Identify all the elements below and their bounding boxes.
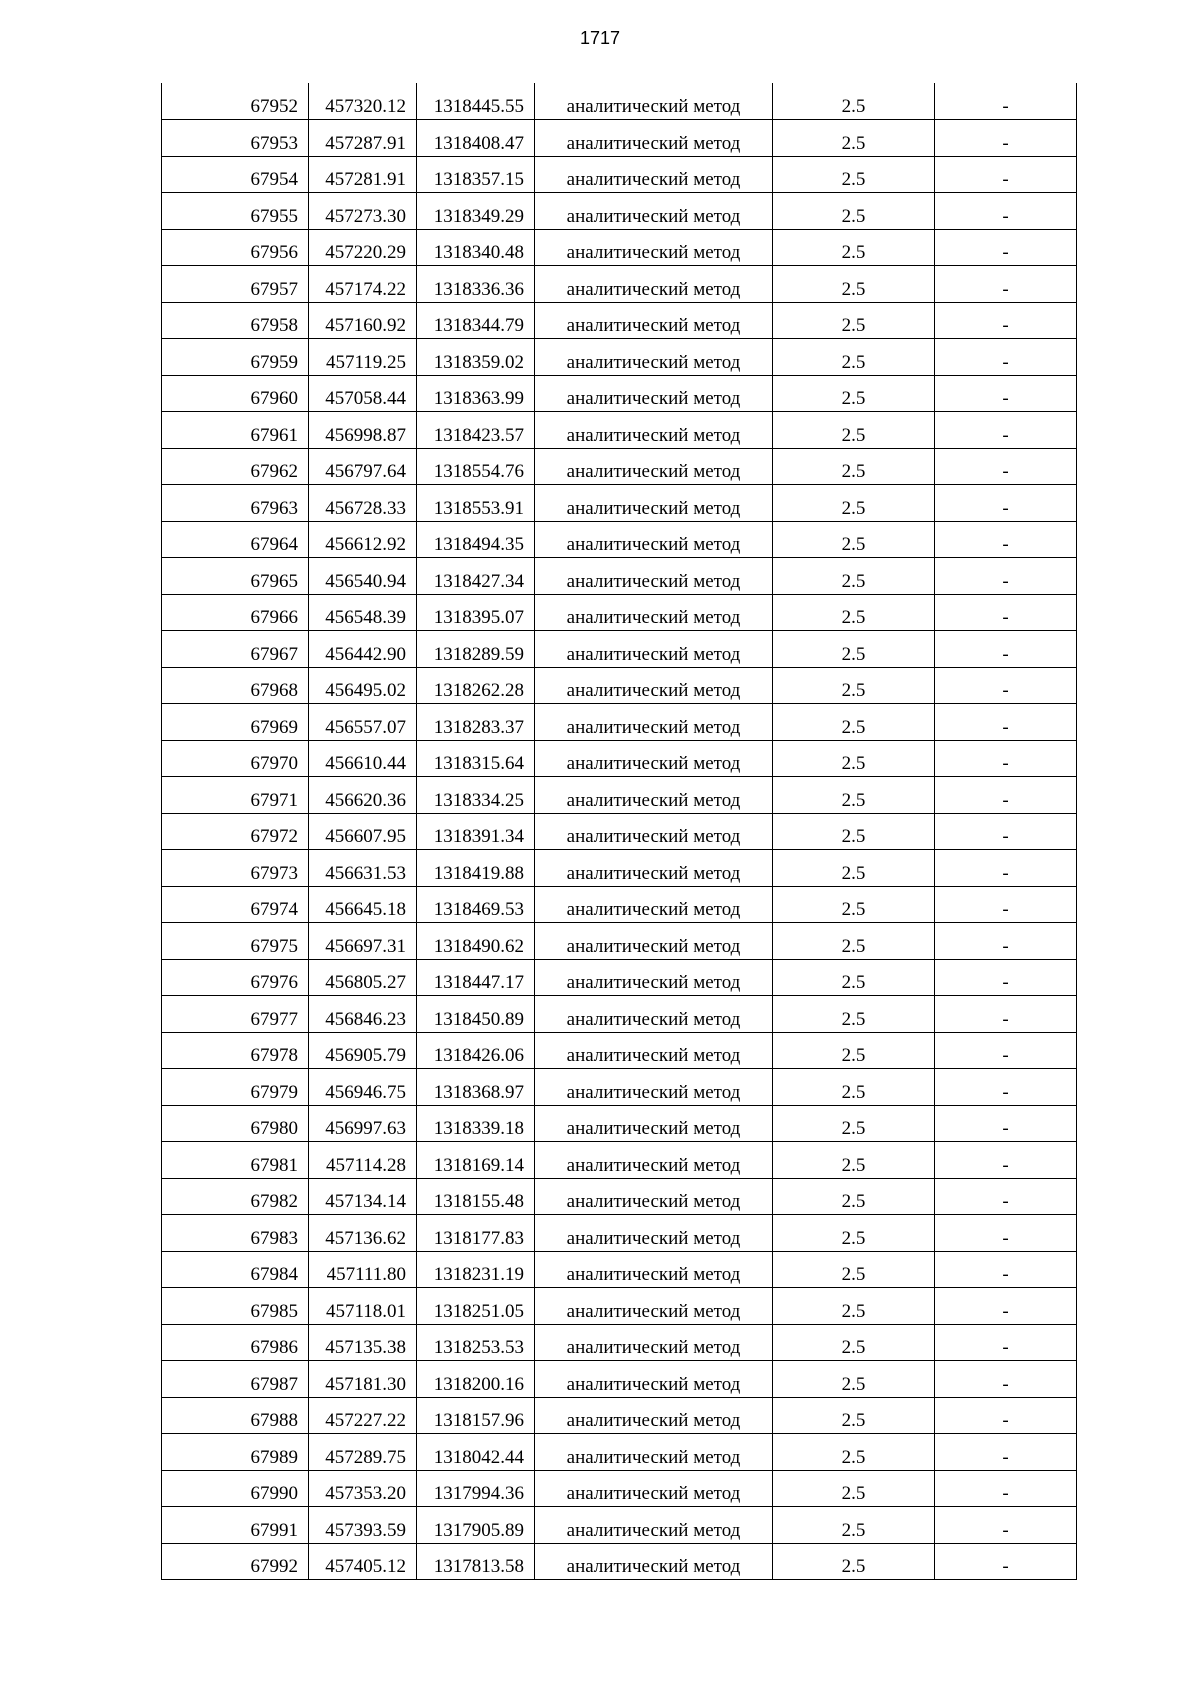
x-coordinate-cell: 457114.28 — [309, 1142, 417, 1179]
point-number-cell: 67979 — [162, 1069, 309, 1106]
table-row — [162, 886, 1077, 923]
table-row — [162, 594, 1077, 631]
accuracy-cell: 2.5 — [773, 339, 935, 376]
table-row — [162, 1434, 1077, 1471]
y-coordinate-cell: 1318368.97 — [417, 1069, 535, 1106]
method-cell: аналитический метод — [535, 959, 773, 996]
x-coordinate-cell: 457181.30 — [309, 1361, 417, 1398]
table-row — [162, 959, 1077, 996]
table-row — [162, 850, 1077, 887]
method-cell: аналитический метод — [535, 1288, 773, 1325]
point-number-cell: 67957 — [162, 266, 309, 303]
method-cell: аналитический метод — [535, 1434, 773, 1471]
table-row — [162, 704, 1077, 741]
method-cell: аналитический метод — [535, 704, 773, 741]
method-cell: аналитический метод — [535, 1397, 773, 1434]
point-number-cell: 67982 — [162, 1178, 309, 1215]
point-number-cell: 67962 — [162, 448, 309, 485]
note-cell: - — [935, 1324, 1077, 1361]
method-cell: аналитический метод — [535, 996, 773, 1033]
note-cell: - — [935, 1507, 1077, 1544]
x-coordinate-cell: 457058.44 — [309, 375, 417, 412]
x-coordinate-cell: 456645.18 — [309, 886, 417, 923]
accuracy-cell: 2.5 — [773, 1069, 935, 1106]
x-coordinate-cell: 457353.20 — [309, 1470, 417, 1507]
method-cell: аналитический метод — [535, 631, 773, 668]
table-row — [162, 302, 1077, 339]
accuracy-cell: 2.5 — [773, 1251, 935, 1288]
table-row — [162, 1324, 1077, 1361]
x-coordinate-cell: 457273.30 — [309, 193, 417, 230]
point-number-cell: 67961 — [162, 412, 309, 449]
method-cell: аналитический метод — [535, 777, 773, 814]
accuracy-cell: 2.5 — [773, 704, 935, 741]
x-coordinate-cell: 456540.94 — [309, 558, 417, 595]
method-cell: аналитический метод — [535, 1324, 773, 1361]
note-cell: - — [935, 229, 1077, 266]
y-coordinate-cell: 1318177.83 — [417, 1215, 535, 1252]
x-coordinate-cell: 456631.53 — [309, 850, 417, 887]
method-cell: аналитический метод — [535, 83, 773, 120]
table-row — [162, 375, 1077, 412]
method-cell: аналитический метод — [535, 302, 773, 339]
point-number-cell: 67972 — [162, 813, 309, 850]
accuracy-cell: 2.5 — [773, 375, 935, 412]
table-row — [162, 813, 1077, 850]
note-cell: - — [935, 1397, 1077, 1434]
table-row — [162, 1288, 1077, 1325]
y-coordinate-cell: 1318340.48 — [417, 229, 535, 266]
y-coordinate-cell: 1318408.47 — [417, 120, 535, 157]
method-cell: аналитический метод — [535, 1215, 773, 1252]
point-number-cell: 67977 — [162, 996, 309, 1033]
note-cell: - — [935, 339, 1077, 376]
accuracy-cell: 2.5 — [773, 1142, 935, 1179]
note-cell: - — [935, 1178, 1077, 1215]
point-number-cell: 67988 — [162, 1397, 309, 1434]
x-coordinate-cell: 457287.91 — [309, 120, 417, 157]
point-number-cell: 67952 — [162, 83, 309, 120]
x-coordinate-cell: 456620.36 — [309, 777, 417, 814]
table-row — [162, 193, 1077, 230]
accuracy-cell: 2.5 — [773, 485, 935, 522]
point-number-cell: 67955 — [162, 193, 309, 230]
x-coordinate-cell: 456997.63 — [309, 1105, 417, 1142]
note-cell: - — [935, 704, 1077, 741]
table-row — [162, 156, 1077, 193]
y-coordinate-cell: 1318344.79 — [417, 302, 535, 339]
table-row — [162, 996, 1077, 1033]
table-row — [162, 1215, 1077, 1252]
table-row — [162, 1142, 1077, 1179]
accuracy-cell: 2.5 — [773, 1324, 935, 1361]
note-cell: - — [935, 1361, 1077, 1398]
table-row — [162, 83, 1077, 120]
table-row — [162, 740, 1077, 777]
note-cell: - — [935, 667, 1077, 704]
y-coordinate-cell: 1318251.05 — [417, 1288, 535, 1325]
note-cell: - — [935, 302, 1077, 339]
note-cell: - — [935, 558, 1077, 595]
x-coordinate-cell: 456548.39 — [309, 594, 417, 631]
accuracy-cell: 2.5 — [773, 667, 935, 704]
point-number-cell: 67990 — [162, 1470, 309, 1507]
table-row — [162, 1361, 1077, 1398]
table-row — [162, 558, 1077, 595]
method-cell: аналитический метод — [535, 850, 773, 887]
method-cell: аналитический метод — [535, 813, 773, 850]
accuracy-cell: 2.5 — [773, 959, 935, 996]
table-row — [162, 1543, 1077, 1580]
note-cell: - — [935, 412, 1077, 449]
note-cell: - — [935, 813, 1077, 850]
x-coordinate-cell: 457289.75 — [309, 1434, 417, 1471]
y-coordinate-cell: 1318262.28 — [417, 667, 535, 704]
y-coordinate-cell: 1318157.96 — [417, 1397, 535, 1434]
method-cell: аналитический метод — [535, 1543, 773, 1580]
accuracy-cell: 2.5 — [773, 1288, 935, 1325]
accuracy-cell: 2.5 — [773, 229, 935, 266]
point-number-cell: 67964 — [162, 521, 309, 558]
y-coordinate-cell: 1318357.15 — [417, 156, 535, 193]
x-coordinate-cell: 456495.02 — [309, 667, 417, 704]
x-coordinate-cell: 457111.80 — [309, 1251, 417, 1288]
accuracy-cell: 2.5 — [773, 266, 935, 303]
point-number-cell: 67963 — [162, 485, 309, 522]
table-row — [162, 631, 1077, 668]
method-cell: аналитический метод — [535, 266, 773, 303]
y-coordinate-cell: 1318391.34 — [417, 813, 535, 850]
method-cell: аналитический метод — [535, 1105, 773, 1142]
y-coordinate-cell: 1318427.34 — [417, 558, 535, 595]
x-coordinate-cell: 457118.01 — [309, 1288, 417, 1325]
x-coordinate-cell: 457405.12 — [309, 1543, 417, 1580]
y-coordinate-cell: 1318450.89 — [417, 996, 535, 1033]
x-coordinate-cell: 456557.07 — [309, 704, 417, 741]
accuracy-cell: 2.5 — [773, 156, 935, 193]
y-coordinate-cell: 1318395.07 — [417, 594, 535, 631]
method-cell: аналитический метод — [535, 339, 773, 376]
point-number-cell: 67974 — [162, 886, 309, 923]
page-number: 1717 — [579, 28, 621, 48]
note-cell: - — [935, 1470, 1077, 1507]
point-number-cell: 67960 — [162, 375, 309, 412]
accuracy-cell: 2.5 — [773, 1543, 935, 1580]
point-number-cell: 67953 — [162, 120, 309, 157]
x-coordinate-cell: 457119.25 — [309, 339, 417, 376]
y-coordinate-cell: 1318283.37 — [417, 704, 535, 741]
method-cell: аналитический метод — [535, 740, 773, 777]
note-cell: - — [935, 485, 1077, 522]
method-cell: аналитический метод — [535, 448, 773, 485]
accuracy-cell: 2.5 — [773, 1105, 935, 1142]
point-number-cell: 67965 — [162, 558, 309, 595]
note-cell: - — [935, 120, 1077, 157]
point-number-cell: 67975 — [162, 923, 309, 960]
y-coordinate-cell: 1318490.62 — [417, 923, 535, 960]
point-number-cell: 67956 — [162, 229, 309, 266]
note-cell: - — [935, 266, 1077, 303]
x-coordinate-cell: 456607.95 — [309, 813, 417, 850]
accuracy-cell: 2.5 — [773, 886, 935, 923]
point-number-cell: 67968 — [162, 667, 309, 704]
coordinates-table — [161, 83, 1077, 1580]
y-coordinate-cell: 1317905.89 — [417, 1507, 535, 1544]
note-cell: - — [935, 886, 1077, 923]
note-cell: - — [935, 521, 1077, 558]
coordinates-table-body — [162, 83, 1077, 1580]
note-cell: - — [935, 1251, 1077, 1288]
y-coordinate-cell: 1318469.53 — [417, 886, 535, 923]
accuracy-cell: 2.5 — [773, 850, 935, 887]
accuracy-cell: 2.5 — [773, 558, 935, 595]
point-number-cell: 67971 — [162, 777, 309, 814]
method-cell: аналитический метод — [535, 156, 773, 193]
point-number-cell: 67987 — [162, 1361, 309, 1398]
accuracy-cell: 2.5 — [773, 120, 935, 157]
x-coordinate-cell: 457281.91 — [309, 156, 417, 193]
method-cell: аналитический метод — [535, 193, 773, 230]
note-cell: - — [935, 959, 1077, 996]
table-row — [162, 1069, 1077, 1106]
point-number-cell: 67954 — [162, 156, 309, 193]
note-cell: - — [935, 1142, 1077, 1179]
method-cell: аналитический метод — [535, 521, 773, 558]
table-row — [162, 1032, 1077, 1069]
y-coordinate-cell: 1318445.55 — [417, 83, 535, 120]
y-coordinate-cell: 1318553.91 — [417, 485, 535, 522]
y-coordinate-cell: 1318155.48 — [417, 1178, 535, 1215]
table-row — [162, 1470, 1077, 1507]
method-cell: аналитический метод — [535, 558, 773, 595]
x-coordinate-cell: 457135.38 — [309, 1324, 417, 1361]
accuracy-cell: 2.5 — [773, 521, 935, 558]
accuracy-cell: 2.5 — [773, 1434, 935, 1471]
y-coordinate-cell: 1318253.53 — [417, 1324, 535, 1361]
x-coordinate-cell: 456612.92 — [309, 521, 417, 558]
accuracy-cell: 2.5 — [773, 1361, 935, 1398]
method-cell: аналитический метод — [535, 229, 773, 266]
note-cell: - — [935, 1105, 1077, 1142]
y-coordinate-cell: 1318334.25 — [417, 777, 535, 814]
note-cell: - — [935, 740, 1077, 777]
point-number-cell: 67966 — [162, 594, 309, 631]
table-row — [162, 521, 1077, 558]
method-cell: аналитический метод — [535, 1069, 773, 1106]
x-coordinate-cell: 457220.29 — [309, 229, 417, 266]
point-number-cell: 67984 — [162, 1251, 309, 1288]
note-cell: - — [935, 1069, 1077, 1106]
table-row — [162, 1105, 1077, 1142]
x-coordinate-cell: 456946.75 — [309, 1069, 417, 1106]
method-cell: аналитический метод — [535, 1251, 773, 1288]
accuracy-cell: 2.5 — [773, 1470, 935, 1507]
table-row — [162, 923, 1077, 960]
accuracy-cell: 2.5 — [773, 1032, 935, 1069]
note-cell: - — [935, 1288, 1077, 1325]
x-coordinate-cell: 457174.22 — [309, 266, 417, 303]
point-number-cell: 67985 — [162, 1288, 309, 1325]
point-number-cell: 67981 — [162, 1142, 309, 1179]
method-cell: аналитический метод — [535, 1507, 773, 1544]
note-cell: - — [935, 1215, 1077, 1252]
y-coordinate-cell: 1318231.19 — [417, 1251, 535, 1288]
note-cell: - — [935, 850, 1077, 887]
y-coordinate-cell: 1317994.36 — [417, 1470, 535, 1507]
accuracy-cell: 2.5 — [773, 1507, 935, 1544]
point-number-cell: 67983 — [162, 1215, 309, 1252]
accuracy-cell: 2.5 — [773, 740, 935, 777]
table-row — [162, 777, 1077, 814]
table-row — [162, 448, 1077, 485]
accuracy-cell: 2.5 — [773, 1178, 935, 1215]
point-number-cell: 67978 — [162, 1032, 309, 1069]
accuracy-cell: 2.5 — [773, 923, 935, 960]
method-cell: аналитический метод — [535, 412, 773, 449]
y-coordinate-cell: 1318419.88 — [417, 850, 535, 887]
table-row — [162, 667, 1077, 704]
x-coordinate-cell: 456442.90 — [309, 631, 417, 668]
method-cell: аналитический метод — [535, 485, 773, 522]
note-cell: - — [935, 923, 1077, 960]
accuracy-cell: 2.5 — [773, 302, 935, 339]
table-row — [162, 1251, 1077, 1288]
x-coordinate-cell: 456797.64 — [309, 448, 417, 485]
accuracy-cell: 2.5 — [773, 1397, 935, 1434]
point-number-cell: 67992 — [162, 1543, 309, 1580]
accuracy-cell: 2.5 — [773, 996, 935, 1033]
table-row — [162, 229, 1077, 266]
table-row — [162, 1397, 1077, 1434]
x-coordinate-cell: 457320.12 — [309, 83, 417, 120]
y-coordinate-cell: 1318554.76 — [417, 448, 535, 485]
x-coordinate-cell: 456805.27 — [309, 959, 417, 996]
x-coordinate-cell: 457160.92 — [309, 302, 417, 339]
method-cell: аналитический метод — [535, 1178, 773, 1215]
y-coordinate-cell: 1318042.44 — [417, 1434, 535, 1471]
table-row — [162, 1178, 1077, 1215]
accuracy-cell: 2.5 — [773, 1215, 935, 1252]
x-coordinate-cell: 456846.23 — [309, 996, 417, 1033]
point-number-cell: 67989 — [162, 1434, 309, 1471]
method-cell: аналитический метод — [535, 1142, 773, 1179]
x-coordinate-cell: 457227.22 — [309, 1397, 417, 1434]
accuracy-cell: 2.5 — [773, 777, 935, 814]
method-cell: аналитический метод — [535, 1361, 773, 1398]
x-coordinate-cell: 456610.44 — [309, 740, 417, 777]
y-coordinate-cell: 1318339.18 — [417, 1105, 535, 1142]
note-cell: - — [935, 1543, 1077, 1580]
y-coordinate-cell: 1318363.99 — [417, 375, 535, 412]
y-coordinate-cell: 1318336.36 — [417, 266, 535, 303]
note-cell: - — [935, 193, 1077, 230]
accuracy-cell: 2.5 — [773, 412, 935, 449]
y-coordinate-cell: 1318315.64 — [417, 740, 535, 777]
table-row — [162, 412, 1077, 449]
x-coordinate-cell: 456697.31 — [309, 923, 417, 960]
accuracy-cell: 2.5 — [773, 631, 935, 668]
note-cell: - — [935, 156, 1077, 193]
method-cell: аналитический метод — [535, 886, 773, 923]
y-coordinate-cell: 1318200.16 — [417, 1361, 535, 1398]
note-cell: - — [935, 1032, 1077, 1069]
method-cell: аналитический метод — [535, 1470, 773, 1507]
note-cell: - — [935, 594, 1077, 631]
method-cell: аналитический метод — [535, 120, 773, 157]
table-row — [162, 485, 1077, 522]
table-row — [162, 120, 1077, 157]
method-cell: аналитический метод — [535, 667, 773, 704]
note-cell: - — [935, 448, 1077, 485]
x-coordinate-cell: 456905.79 — [309, 1032, 417, 1069]
accuracy-cell: 2.5 — [773, 813, 935, 850]
y-coordinate-cell: 1317813.58 — [417, 1543, 535, 1580]
point-number-cell: 67986 — [162, 1324, 309, 1361]
x-coordinate-cell: 456998.87 — [309, 412, 417, 449]
method-cell: аналитический метод — [535, 375, 773, 412]
point-number-cell: 67970 — [162, 740, 309, 777]
y-coordinate-cell: 1318423.57 — [417, 412, 535, 449]
table-row — [162, 1507, 1077, 1544]
note-cell: - — [935, 83, 1077, 120]
accuracy-cell: 2.5 — [773, 83, 935, 120]
y-coordinate-cell: 1318359.02 — [417, 339, 535, 376]
y-coordinate-cell: 1318494.35 — [417, 521, 535, 558]
x-coordinate-cell: 457134.14 — [309, 1178, 417, 1215]
note-cell: - — [935, 996, 1077, 1033]
x-coordinate-cell: 456728.33 — [309, 485, 417, 522]
note-cell: - — [935, 375, 1077, 412]
point-number-cell: 67969 — [162, 704, 309, 741]
table-row — [162, 266, 1077, 303]
note-cell: - — [935, 777, 1077, 814]
x-coordinate-cell: 457136.62 — [309, 1215, 417, 1252]
point-number-cell: 67959 — [162, 339, 309, 376]
method-cell: аналитический метод — [535, 923, 773, 960]
y-coordinate-cell: 1318289.59 — [417, 631, 535, 668]
point-number-cell: 67973 — [162, 850, 309, 887]
accuracy-cell: 2.5 — [773, 448, 935, 485]
y-coordinate-cell: 1318349.29 — [417, 193, 535, 230]
method-cell: аналитический метод — [535, 594, 773, 631]
point-number-cell: 67967 — [162, 631, 309, 668]
y-coordinate-cell: 1318169.14 — [417, 1142, 535, 1179]
point-number-cell: 67980 — [162, 1105, 309, 1142]
note-cell: - — [935, 1434, 1077, 1471]
table-row — [162, 339, 1077, 376]
point-number-cell: 67958 — [162, 302, 309, 339]
x-coordinate-cell: 457393.59 — [309, 1507, 417, 1544]
note-cell: - — [935, 631, 1077, 668]
point-number-cell: 67976 — [162, 959, 309, 996]
accuracy-cell: 2.5 — [773, 594, 935, 631]
method-cell: аналитический метод — [535, 1032, 773, 1069]
point-number-cell: 67991 — [162, 1507, 309, 1544]
y-coordinate-cell: 1318426.06 — [417, 1032, 535, 1069]
accuracy-cell: 2.5 — [773, 193, 935, 230]
y-coordinate-cell: 1318447.17 — [417, 959, 535, 996]
